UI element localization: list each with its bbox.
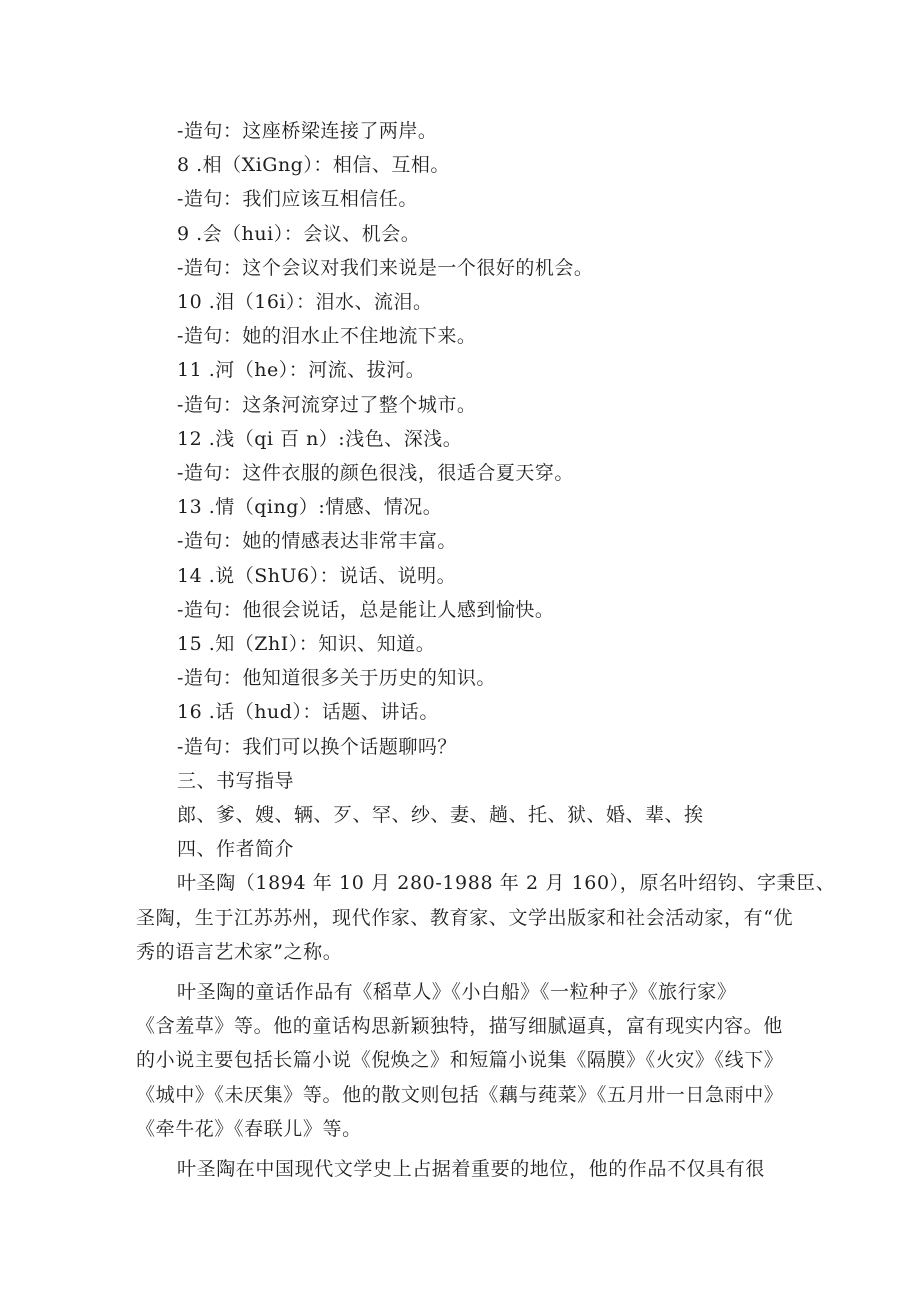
text-line: 8 .相（XiGng）：相信、互相。: [177, 154, 450, 177]
paragraph-line: 《城中》《未厌集》等。他的散文则包括《藕与莼菜》《五月卅一日急雨中》: [136, 1083, 784, 1106]
paragraph-line: 叶圣陶（1894 年 10 月 280-1988 年 2 月 160），原名叶绍钧、字秉臣、: [177, 872, 836, 895]
section-heading: 四、作者简介: [177, 838, 295, 861]
paragraph: [136, 866, 836, 969]
paragraph: [136, 1152, 790, 1186]
text-line: 10 .泪（16i）：泪水、流泪。: [177, 291, 433, 314]
text-line: -造句：这座桥梁连接了两岸。: [177, 120, 438, 142]
text-line: 12 .浅（qi 百 n）:浅色、深浅。: [177, 427, 463, 450]
paragraph-line: 《含羞草》等。他的童话构思新颖独特，描写细腻逼真，富有现实内容。他: [136, 1015, 783, 1038]
paragraph-line: 叶圣陶的童话作品有《稻草人》《小白船》《一粒种子》《旅行家》: [177, 981, 737, 1004]
text-line: 13 .情（qing）:情感、情况。: [177, 496, 443, 519]
paragraph-line: 《牵牛花》《春联儿》等。: [136, 1117, 362, 1140]
paragraph-line: 圣陶，生于江苏苏州，现代作家、教育家、文学出版家和社会活动家，有“优: [136, 906, 794, 929]
text-line: -造句：他知道很多关于历史的知识。: [177, 667, 496, 690]
text-line: 14 .说（ShU6）：说话、说明。: [177, 564, 457, 587]
paragraph: [136, 975, 790, 1146]
character-list: 郎、爹、嫂、辆、歹、罕、纱、妻、趟、托、狱、婚、辈、挨: [177, 804, 704, 827]
text-line: -造句：这个会议对我们来说是一个很好的机会。: [177, 256, 594, 279]
text-line: -造句：她的泪水止不住地流下来。: [177, 325, 477, 348]
text-line: -造句：他很会说话，总是能让人感到愉快。: [177, 598, 555, 621]
paragraph-line: 秀的语言艺术家”之称。: [136, 940, 343, 963]
text-line: -造句：这件衣服的颜色很浅，很适合夏天穿。: [177, 462, 574, 485]
text-line: -造句：我们应该互相信任。: [177, 188, 418, 211]
text-line: -造句：这条河流穿过了整个城市。: [177, 393, 477, 416]
text-line: 15 .知（ZhI）：知识、知道。: [177, 633, 436, 656]
text-line: -造句：我们可以换个话题聊吗？: [177, 735, 457, 758]
text-line: 11 .河（he）：河流、拔河。: [177, 359, 426, 382]
text-line: -造句：她的情感表达非常丰富。: [177, 530, 457, 553]
text-line: 9 .会（hui）：会议、机会。: [177, 222, 421, 245]
paragraph-line: 叶圣陶在中国现代文学史上占据着重要的地位，他的作品不仅具有很: [177, 1158, 766, 1181]
text-line: 16 .话（hud）：话题、讲话。: [177, 701, 439, 724]
paragraph-line: 的小说主要包括长篇小说《倪焕之》和短篇小说集《隔膜》《火灾》《线下》: [136, 1049, 784, 1072]
section-heading: 三、书写指导: [177, 769, 295, 792]
